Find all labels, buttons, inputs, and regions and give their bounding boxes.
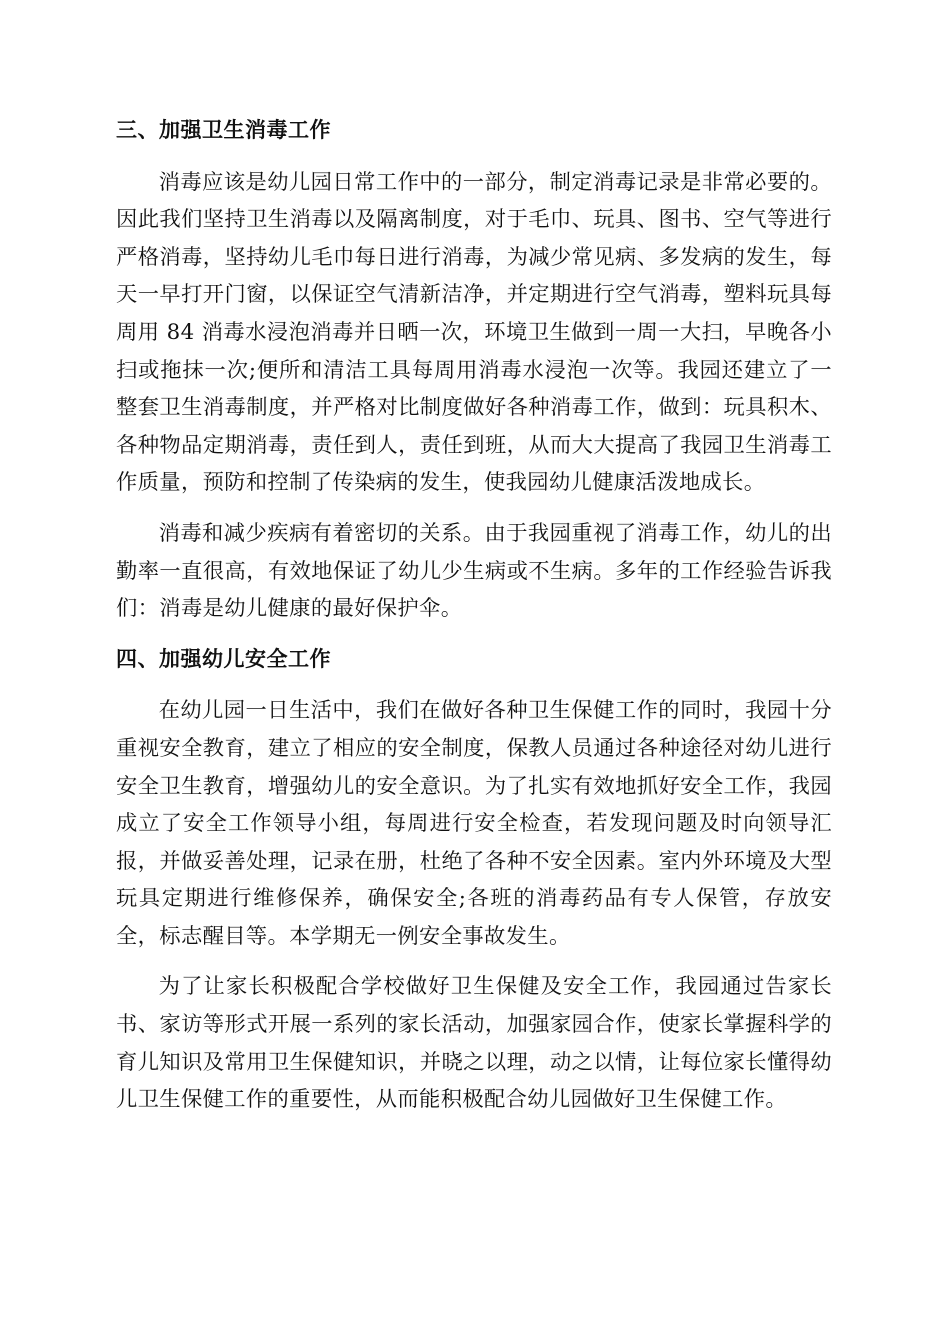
paragraph-safety-measures: 在幼儿园一日生活中，我们在做好各种卫生保健工作的同时，我园十分重视安全教育，建立了相应的安全制度，保教人员通过各种途径对幼儿进行安全卫生教育，增强幼儿的安全意识。为了扎实有效地抓好安全工作，我园成立了安全工作领导小组，每周进行安全检查，若发现问题及时向领导汇报，并做妥善处理，记录在册，杜绝了各种不安全因素。室内外环境及大型玩具定期进行维修保养，确保安全;各班的消毒药品有专人保管，存放安全，标志醒目等。本学期无一例安全事故发生。 (116, 698, 832, 949)
paragraph-parent-cooperation: 为了让家长积极配合学校做好卫生保健及安全工作，我园通过告家长书、家访等形式开展一系列的家长活动，加强家园合作，使家长掌握科学的育儿知识及常用卫生保健知识，并晓之以理，动之以情，让每位家长懂得幼儿卫生保健工作的重要性，从而能积极配合幼儿园做好卫生保健工作。 (116, 974, 832, 1113)
paragraph-disinfection-practices: 消毒应该是幼儿园日常工作中的一部分，制定消毒记录是非常必要的。因此我们坚持卫生消毒以及隔离制度，对于毛巾、玩具、图书、空气等进行严格消毒，坚持幼儿毛巾每日进行消毒，为减少常见病、多发病的发生，每天一早打开门窗，以保证空气清新洁净，并定期进行空气消毒，塑料玩具每周用 84 消毒水浸泡消毒并日晒一次，环境卫生做到一周一大扫，早晚各小扫或拖抹一次;便所和清洁工具每周用消毒水浸泡一次等。我园还建立了一整套卫生消毒制度，并严格对比制度做好各种消毒工作，做到：玩具积木、各种物品定期消毒，责任到人，责任到班，从而大大提高了我园卫生消毒工作质量，预防和控制了传染病的发生，使我园幼儿健康活泼地成长。 (116, 169, 832, 496)
document-body (116, 112, 832, 1132)
section-heading-disinfection: 三、加强卫生消毒工作 (116, 118, 331, 142)
section-heading-safety: 四、加强幼儿安全工作 (116, 646, 331, 671)
paragraph-disinfection-benefits: 消毒和减少疾病有着密切的关系。由于我园重视了消毒工作，幼儿的出勤率一直很高，有效地保证了幼儿少生病或不生病。多年的工作经验告诉我们：消毒是幼儿健康的最好保护伞。 (116, 520, 832, 622)
